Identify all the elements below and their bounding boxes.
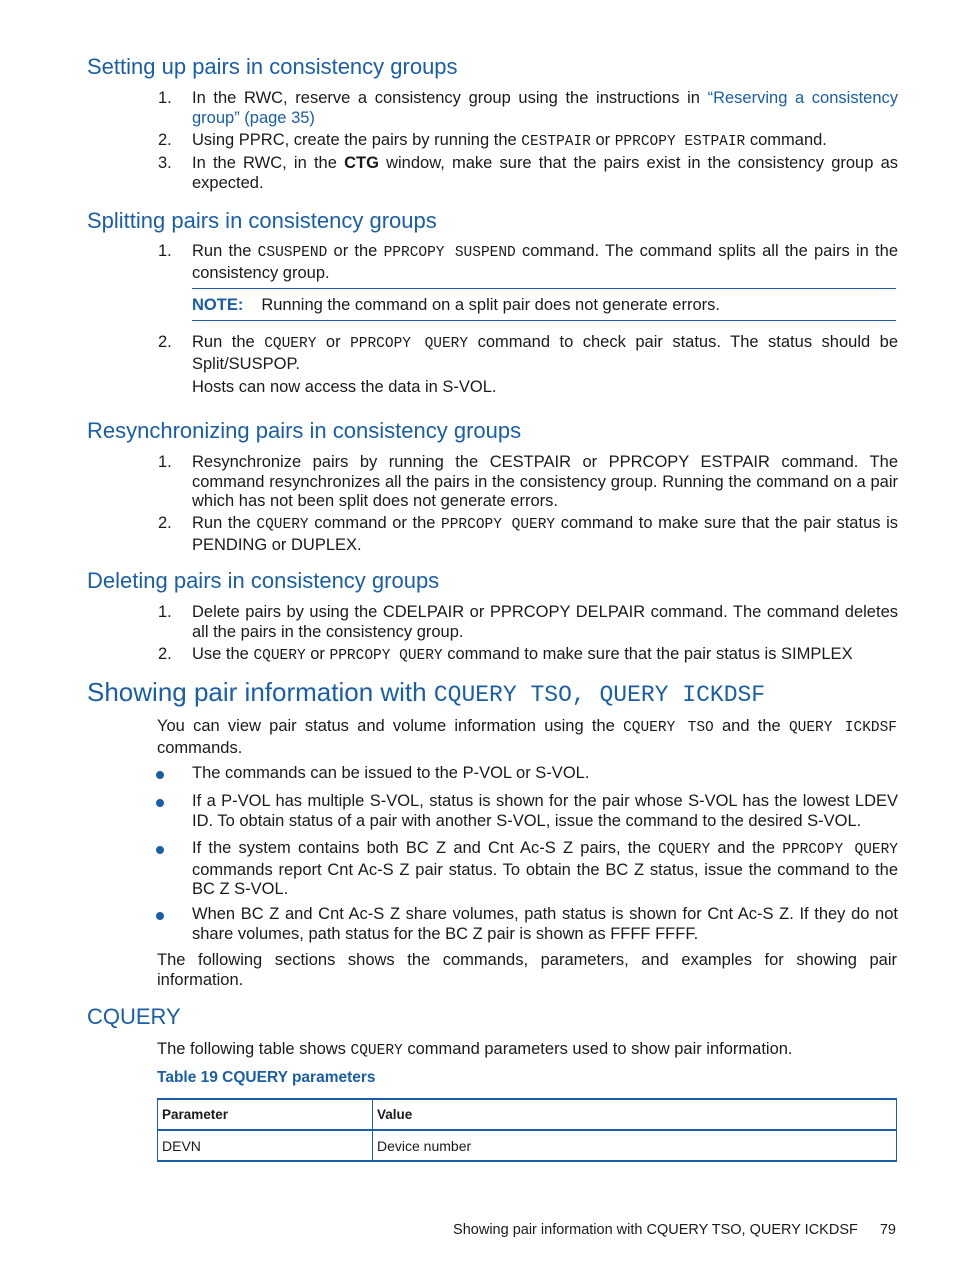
step-text: Run the [192, 514, 257, 532]
step-text: command to make sure that the pair status is PENDING or DUPLEX. [192, 514, 898, 554]
cquery-parameters-table [157, 1098, 897, 1162]
step-text: In the RWC, reserve a consistency group using the instructions in [192, 89, 708, 107]
para-text: command parameters used to show pair information. [402, 1040, 793, 1058]
delete-step-2 [192, 645, 898, 667]
code-cquery: CQUERY [350, 1043, 403, 1059]
code-pprcopy-query: PPRCOPY QUERY [441, 517, 556, 533]
step-text: command to check pair status. The status should be Split/SUSPOP. [192, 333, 899, 373]
bullet-icon [156, 771, 164, 779]
code-cquery: CQUERY [264, 336, 317, 352]
split-step-2 [192, 333, 898, 374]
reserving-consistency-group-link[interactable]: “Reserving a consistency group” (page 35) [192, 89, 899, 127]
table-caption: Table 19 CQUERY parameters [157, 1069, 376, 1086]
step-number: 2. [158, 131, 172, 149]
code-csuspend: CSUSPEND [257, 245, 328, 261]
table-row [158, 1130, 897, 1161]
heading-cquery: CQUERY [87, 1004, 181, 1029]
step-text: or the [327, 242, 384, 260]
step-number: 1. [158, 603, 172, 621]
bullet-item [192, 839, 898, 900]
step-number: 1. [158, 242, 172, 260]
footer-title: Showing pair information with CQUERY TSO, QUERY ICKDSF [453, 1222, 858, 1238]
step-text: command to make sure that the pair status is SIMPLEX [442, 645, 853, 663]
cquery-intro [157, 1040, 897, 1062]
setup-step-2 [192, 131, 898, 153]
showing-intro [157, 717, 897, 758]
bullet-text: commands report Cnt Ac-S Z pair status. To obtain the BC Z status, issue the command to the BC Z S-VOL. [192, 860, 898, 898]
setup-step-1 [192, 89, 898, 128]
table-cell-value: Device number [373, 1130, 897, 1161]
bullet-item: If a P-VOL has multiple S-VOL, status is shown for the pair whose S-VOL has the lowest LDEV ID. To obtain status of a pair with another S-VOL, issue the command to the desired S-VOL. [192, 792, 898, 830]
step-number: 3. [158, 154, 172, 172]
heading-splitting-pairs: Splitting pairs in consistency groups [87, 208, 437, 233]
bullet-icon [156, 912, 164, 920]
bullet-item: When BC Z and Cnt Ac-S Z share volumes, path status is shown for Cnt Ac-S Z. If they do not share volumes, path status for the BC Z pair is shown as FFFF FFFF. [192, 905, 898, 943]
step-text: command. [745, 131, 827, 149]
heading-showing-pair-information [87, 677, 765, 708]
split-step-2-followup: Hosts can now access the data in S-VOL. [192, 378, 497, 396]
bullet-icon [156, 799, 164, 807]
page-number: 79 [879, 1222, 896, 1238]
para-text: The following table shows [157, 1040, 351, 1058]
para-text: and the [713, 717, 789, 735]
step-text: Run the [192, 242, 258, 260]
code-pprcopy-query: PPRCOPY QUERY [350, 336, 469, 352]
bullet-item: The commands can be issued to the P-VOL or S-VOL. [192, 764, 590, 782]
code-pprcopy-query: PPRCOPY QUERY [782, 842, 898, 858]
step-number: 2. [158, 514, 172, 532]
column-header-value: Value [373, 1099, 897, 1130]
bullet-text: If the system contains both BC Z and Cnt Ac-S Z pairs, the [192, 839, 658, 857]
resync-step-1: Resynchronize pairs by running the CESTPAIR or PPRCOPY ESTPAIR command. The command resynchronizes all the pairs in the consistency group. Running the command on a pair which has not been split does not generate errors. [192, 453, 898, 510]
setup-step-3 [192, 154, 898, 193]
step-number: 2. [158, 645, 172, 663]
bullet-icon [156, 846, 164, 854]
resync-step-2 [192, 514, 898, 555]
table-header-row [158, 1099, 897, 1130]
note-box [192, 288, 896, 321]
step-text: window, make sure that the pairs exist in the consistency group as expected. [192, 154, 898, 192]
code-cquery: CQUERY [256, 517, 309, 533]
page-footer [453, 1222, 896, 1238]
note-text: Running the command on a split pair does not generate errors. [261, 296, 720, 314]
step-number: 1. [158, 89, 172, 107]
step-text: or [305, 645, 330, 663]
heading-text: Showing pair information with [87, 677, 434, 707]
step-text: Using PPRC, create the pairs by running the [192, 131, 522, 149]
step-number: 2. [158, 333, 172, 351]
step-number: 1. [158, 453, 172, 471]
step-text: Use the [192, 645, 254, 663]
heading-setting-up-pairs: Setting up pairs in consistency groups [87, 54, 458, 79]
para-text: commands. [157, 738, 243, 757]
code-cestpair: CESTPAIR [521, 134, 591, 150]
step-text: In the RWC, in the [192, 154, 345, 172]
heading-code: CQUERY TSO, QUERY ICKDSF [433, 682, 766, 708]
note-label: NOTE: [192, 296, 244, 314]
step-text: or [316, 333, 351, 351]
bullet-text: and the [710, 839, 783, 857]
heading-resynchronizing-pairs: Resynchronizing pairs in consistency groups [87, 418, 522, 443]
ctg-label: CTG [344, 154, 379, 172]
code-query-ickdsf: QUERY ICKDSF [788, 720, 898, 736]
code-cquery: CQUERY [657, 842, 711, 858]
split-step-1 [192, 242, 898, 283]
delete-step-1: Delete pairs by using the CDELPAIR or PPRCOPY DELPAIR command. The command deletes all the pairs in the consistency group. [192, 603, 898, 641]
step-text: command. The command splits all the pairs in the consistency group. [192, 242, 898, 282]
code-cquery-tso: CQUERY TSO [623, 720, 714, 736]
step-text: Run the [192, 333, 265, 351]
code-pprcopy-query: PPRCOPY QUERY [329, 648, 443, 664]
para-text: You can view pair status and volume information using the [157, 717, 624, 735]
step-text: or [590, 131, 615, 149]
showing-closing: The following sections shows the commands, parameters, and examples for showing pair information. [157, 951, 897, 989]
code-cquery: CQUERY [253, 648, 306, 664]
heading-deleting-pairs: Deleting pairs in consistency groups [87, 568, 440, 593]
code-pprcopy-suspend: PPRCOPY SUSPEND [383, 245, 516, 261]
code-pprcopy-estpair: PPRCOPY ESTPAIR [614, 134, 746, 150]
table-cell-parameter: DEVN [158, 1130, 373, 1161]
step-text: command or the [308, 514, 442, 532]
column-header-parameter: Parameter [158, 1099, 373, 1130]
